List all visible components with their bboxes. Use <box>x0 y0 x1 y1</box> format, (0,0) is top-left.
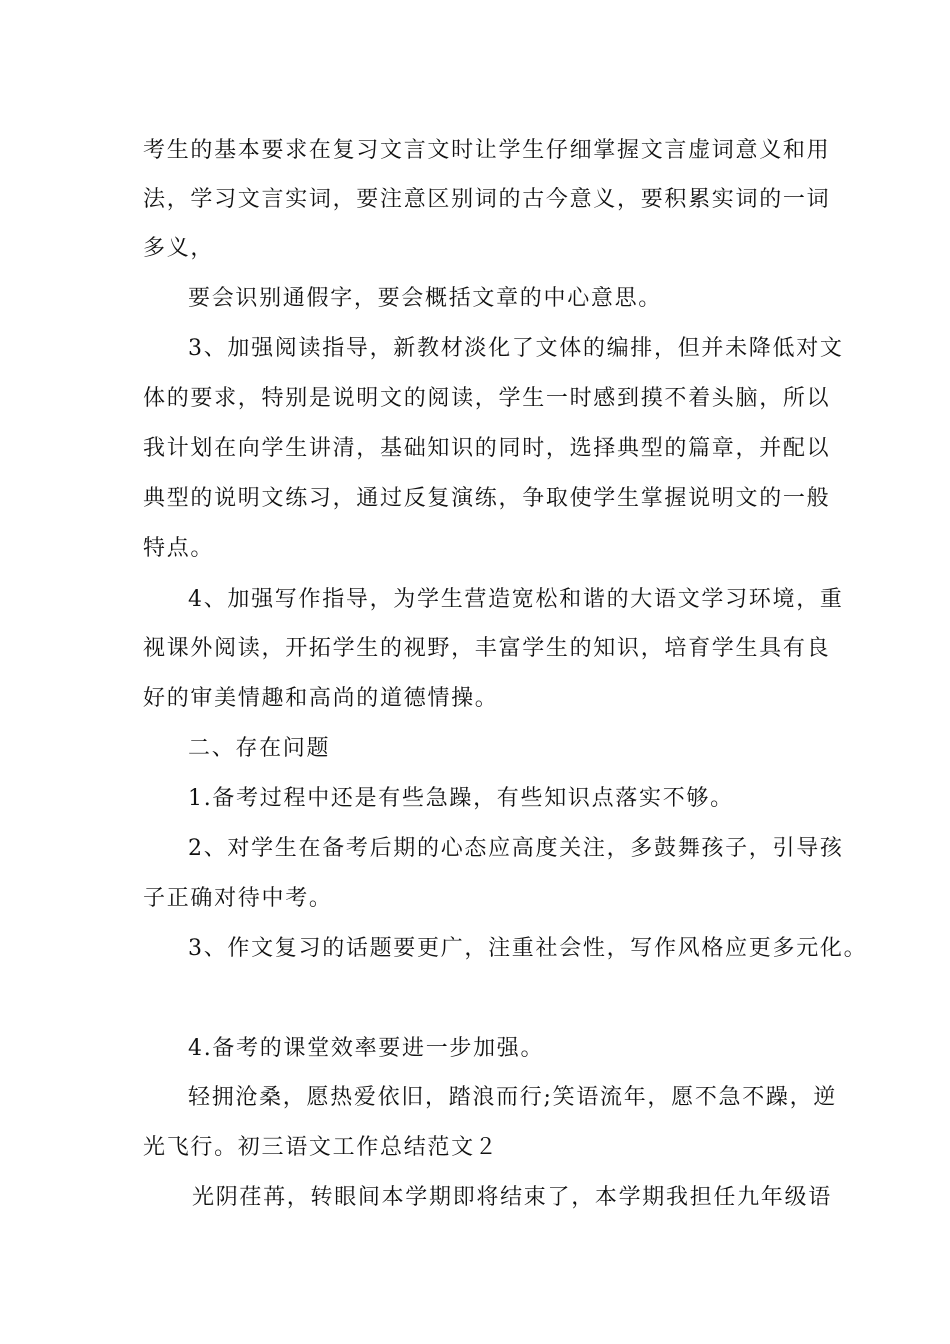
text-line-4: 要会识别通假字，要会概括文章的中心意思。 <box>188 286 663 311</box>
text-line-21: 光阴荏苒，转眼间本学期即将结束了，本学期我担任九年级语 <box>192 1185 832 1210</box>
text-line-17: 3、作文复习的话题要更广，注重社会性，写作风格应更多元化。 <box>188 936 868 961</box>
text-line-19: 轻拥沧桑，愿热爱依旧，踏浪而行;笑语流年，愿不急不躁，逆 <box>188 1085 838 1110</box>
text-line-6: 体的要求，特别是说明文的阅读，学生一时感到摸不着头脑，所以 <box>143 386 831 411</box>
text-line-20: 光飞行。初三语文工作总结范文２ <box>143 1135 499 1160</box>
text-line-14: 1.备考过程中还是有些急躁，有些知识点落实不够。 <box>188 786 734 811</box>
text-line-15: 2、对学生在备考后期的心态应高度关注，多鼓舞孩子，引导孩 <box>188 836 844 861</box>
text-line-10: 4、加强写作指导，为学生营造宽松和谐的大语文学习环境，重 <box>188 587 844 612</box>
text-line-9: 特点。 <box>143 536 215 561</box>
text-line-16: 子正确对待中考。 <box>143 886 333 911</box>
text-line-5: 3、加强阅读指导，新教材淡化了文体的编排，但并未降低对文 <box>188 336 844 361</box>
text-line-8: 典型的说明文练习，通过反复演练，争取使学生掌握说明文的一般 <box>143 486 831 511</box>
text-line-2: 法，学习文言实词，要注意区别词的古今意义，要积累实词的一词 <box>143 187 831 212</box>
text-line-1: 考生的基本要求在复习文言文时让学生仔细掌握文言虚词意义和用 <box>143 138 831 163</box>
text-line-11: 视课外阅读，开拓学生的视野，丰富学生的知识，培育学生具有良 <box>143 636 831 661</box>
text-line-18: 4.备考的课堂效率要进一步加强。 <box>188 1036 545 1061</box>
text-line-3: 多义， <box>143 236 215 261</box>
text-line-12: 好的审美情趣和高尚的道德情操。 <box>143 686 499 711</box>
text-line-7: 我计划在向学生讲清，基础知识的同时，选择典型的篇章，并配以 <box>143 436 831 461</box>
section-heading: 二、存在问题 <box>188 736 331 761</box>
